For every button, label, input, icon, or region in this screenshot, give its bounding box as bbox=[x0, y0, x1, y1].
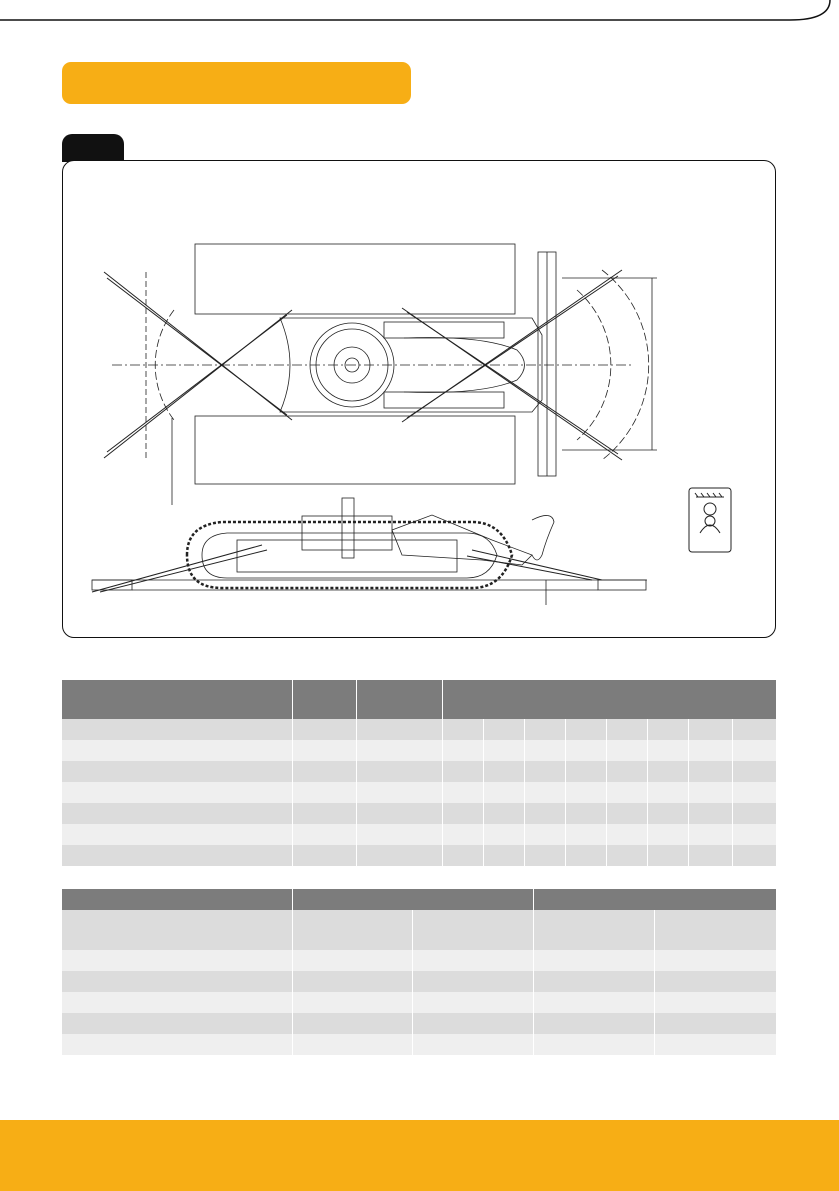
spec-table-2 bbox=[62, 889, 776, 1055]
table1-header-row bbox=[62, 680, 776, 719]
table-row bbox=[62, 1013, 776, 1034]
table2-subheader-cell bbox=[292, 910, 412, 950]
section-title-banner bbox=[62, 62, 411, 104]
table2-subheader-row bbox=[62, 910, 776, 950]
lifting-point-icon bbox=[688, 487, 732, 553]
top-view-upper-track bbox=[195, 244, 515, 314]
table-row bbox=[62, 782, 776, 803]
table-row bbox=[62, 1034, 776, 1055]
table2-header-row bbox=[62, 889, 776, 910]
table-row bbox=[62, 761, 776, 782]
table-row bbox=[62, 824, 776, 845]
table1-header-cell bbox=[442, 680, 776, 719]
figure-tab bbox=[62, 134, 124, 162]
side-view-slings bbox=[92, 545, 602, 592]
table2-subheader-cell bbox=[654, 910, 776, 950]
table-row bbox=[62, 950, 776, 971]
table-row bbox=[62, 719, 776, 740]
top-view-lower-track bbox=[195, 416, 515, 484]
side-view-body bbox=[237, 498, 554, 572]
table2-subheader-cell bbox=[62, 910, 292, 950]
table1-header-cell bbox=[62, 680, 292, 719]
table2-subheader-cell bbox=[412, 910, 533, 950]
table-row bbox=[62, 971, 776, 992]
table2-header-cell bbox=[533, 889, 776, 910]
table-row bbox=[62, 803, 776, 824]
top-view-blade bbox=[538, 252, 556, 476]
footer-bar bbox=[0, 1120, 839, 1191]
table2-header-cell bbox=[292, 889, 533, 910]
side-view-track bbox=[187, 522, 512, 588]
table2-header-cell bbox=[62, 889, 292, 910]
table1-header-cell bbox=[292, 680, 356, 719]
dozer-technical-drawing bbox=[62, 160, 776, 638]
table2-subheader-cell bbox=[533, 910, 654, 950]
spec-table-1 bbox=[62, 680, 776, 866]
side-view-ground bbox=[92, 580, 647, 590]
table-row bbox=[62, 740, 776, 761]
table1-header-cell bbox=[356, 680, 442, 719]
table-row bbox=[62, 845, 776, 866]
table-row bbox=[62, 992, 776, 1013]
top-crop-marks bbox=[0, 0, 839, 28]
